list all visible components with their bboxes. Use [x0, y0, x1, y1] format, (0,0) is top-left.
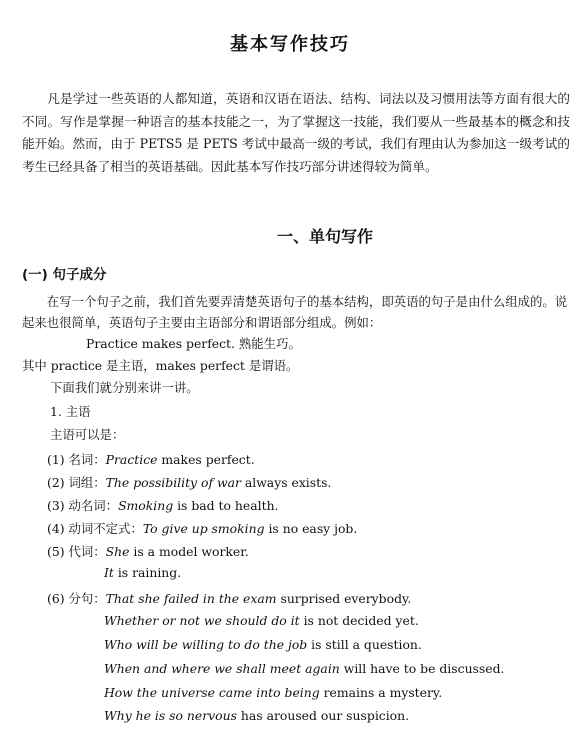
example-subject: To give up smoking: [142, 521, 265, 536]
example-sentence: Practice makes perfect. 熟能生巧。: [86, 336, 301, 351]
example-rest: is no easy job.: [264, 521, 358, 536]
example-rest: is a model worker.: [129, 544, 249, 559]
example-line: [104, 565, 181, 580]
example-rest: always exists.: [240, 475, 332, 490]
intro-text: 凡是学过一些英语的人都知道，英语和汉语在语法、结构、词法以及习惯用法等方面有很大的不同。写作是掌握一种语言的基本技能之一，为了掌握这一技能，我们要从一些最基本的概念和技能开始。然而，由于 PETS5 是 PETS 考试中最高一级的考试，我们有理由认为参加这一级考试的考生已经具备了相当的英语基础。因此基本写作技巧部分讲述得较为简单。: [22, 91, 570, 174]
next-line: 下面我们就分别来讲一讲。: [50, 380, 199, 395]
example-line: [47, 542, 249, 560]
example-rest: is bad to health.: [173, 498, 279, 513]
example-rest: will have to be discussed.: [339, 661, 505, 676]
item-heading: 1. 主语: [50, 404, 91, 419]
intro-paragraph: [22, 88, 570, 178]
page-title: 基本写作技巧: [230, 34, 350, 55]
example-subject: Practice: [105, 452, 158, 467]
example-label: (1) 名词：: [47, 452, 106, 467]
example-rest: has aroused our suspicion.: [236, 708, 410, 723]
example-label: (2) 词组：: [47, 475, 106, 490]
example-subject: That she failed in the exam: [105, 591, 277, 606]
section-heading: 一、单句写作: [276, 227, 373, 246]
example-label: (3) 动名词：: [47, 498, 119, 513]
example-subject: She: [105, 544, 130, 559]
example-line: [47, 519, 357, 537]
example-line: [104, 708, 409, 723]
example-line: [47, 589, 411, 607]
example-line: [104, 661, 504, 676]
example-rest: surprised everybody.: [276, 591, 412, 606]
example-subject: How the universe came into being: [104, 685, 320, 700]
example-label: (6) 分句：: [47, 591, 106, 606]
example-line: [104, 685, 442, 700]
example-line: [104, 637, 422, 652]
subsection-heading: (一) 句子成分: [22, 267, 107, 283]
explain-line: 其中 practice 是主语，makes perfect 是谓语。: [22, 358, 299, 373]
example-rest: is still a question.: [307, 637, 422, 652]
example-line: [47, 473, 331, 491]
example-subject: It: [104, 565, 114, 580]
example-line: [47, 450, 255, 468]
example-line: [47, 496, 278, 514]
example-subject: Whether or not we should do it: [104, 613, 300, 628]
example-label: (5) 代词：: [47, 544, 106, 559]
example-rest: is not decided yet.: [299, 613, 419, 628]
example-subject: Who will be willing to do the job: [104, 637, 308, 652]
example-subject: Why he is so nervous: [104, 708, 237, 723]
example-subject: The possibility of war: [105, 475, 241, 490]
structure-text: 在写一个句子之前，我们首先要弄清楚英语句子的基本结构，即英语的句子是由什么组成的。说起来也很简单，英语句子主要由主语部分和谓语部分组成。例如：: [22, 294, 568, 330]
example-line: [104, 613, 419, 628]
example-rest: remains a mystery.: [319, 685, 443, 700]
structure-paragraph: [22, 291, 570, 333]
example-subject: When and where we shall meet again: [104, 661, 340, 676]
example-rest: makes perfect.: [157, 452, 255, 467]
example-label: (4) 动词不定式：: [47, 521, 143, 536]
example-subject: Smoking: [118, 498, 174, 513]
item-intro: 主语可以是：: [50, 427, 125, 442]
example-rest: is raining.: [113, 565, 182, 580]
